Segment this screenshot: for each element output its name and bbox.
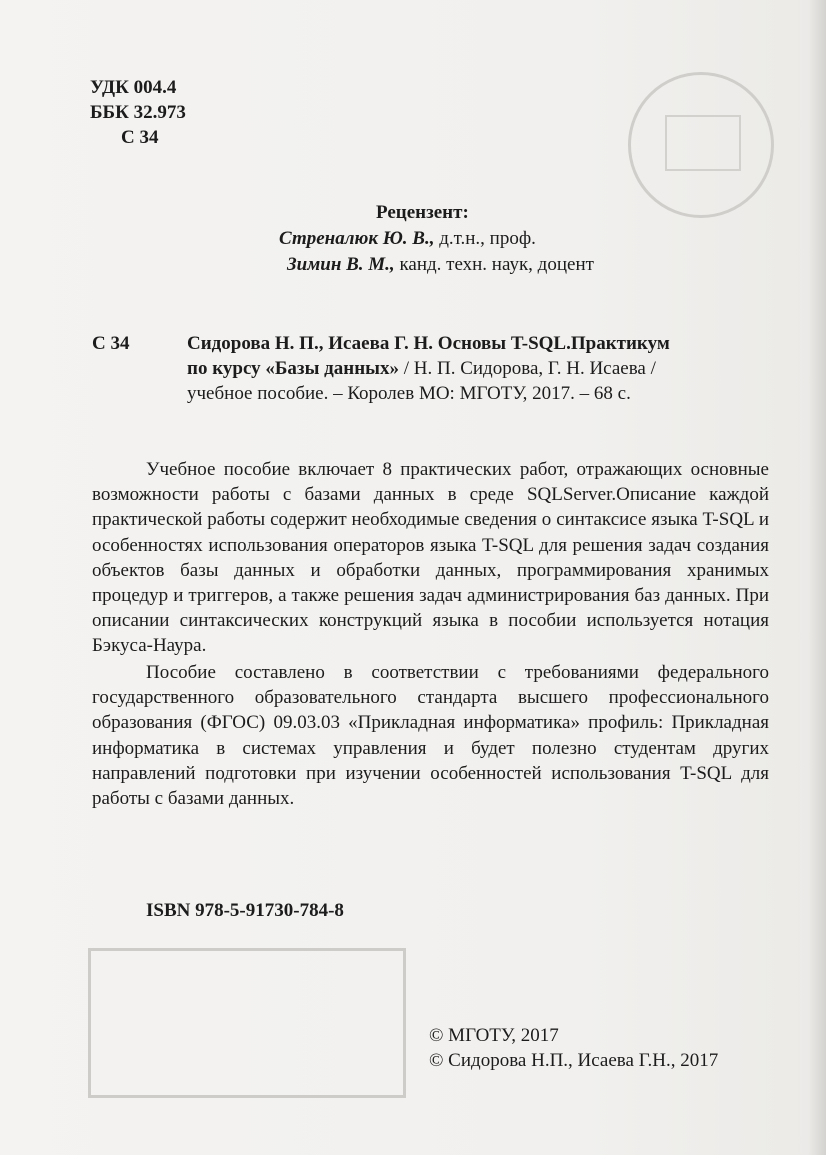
reviewer-1-name: Стреналюк Ю. В., xyxy=(279,228,435,249)
library-stamp-rect xyxy=(88,948,406,1098)
udk-code: УДК 004.4 xyxy=(90,77,177,98)
isbn: ISBN 978-5-91730-784-8 xyxy=(146,900,344,921)
bibliography-line-2 xyxy=(187,356,656,381)
page-edge-shadow xyxy=(808,0,826,1155)
bibliography-line-3: учебное пособие. – Королев МО: МГОТУ, 2017. – 68 с. xyxy=(187,383,631,404)
reviewer-1-degree: д.т.н., проф. xyxy=(434,228,536,249)
reviewer-2 xyxy=(287,252,594,277)
copyright-publisher: © МГОТУ, 2017 xyxy=(429,1025,559,1046)
reviewer-1 xyxy=(279,226,536,251)
abstract-paragraph-1: Учебное пособие включает 8 практических работ, отражающих основные возможности работы с базами данных в среде SQLServer.Описание каждой практической работы содержит необходимые сведения о синтаксисе языка T-SQL и особенностях использования операторов языка T-SQL для решения задач создания объектов базы данных и обработки данных, программирования хранимых процедур и триггеров, а также решения задач администрирования баз данных. При описании синтаксических конструкций языка в пособии используется нотация Бэкуса-Наура. xyxy=(92,459,769,657)
bibliography-course: по курсу «Базы данных» xyxy=(187,358,399,379)
bbk-code: ББК 32.973 xyxy=(90,102,186,123)
bibliography-line-1: Сидорова Н. П., Исаева Г. Н. Основы T-SQL.Практикум xyxy=(187,333,670,354)
bibliography-authors: / Н. П. Сидорова, Г. Н. Исаева / xyxy=(399,358,656,379)
reviewer-2-degree: канд. техн. наук, доцент xyxy=(394,254,594,275)
reviewer-title: Рецензент: xyxy=(376,202,469,223)
author-mark: С 34 xyxy=(121,127,159,148)
abstract-paragraph-2: Пособие составлено в соответствии с требованиями федерального государственного образовательного стандарта высшего профессионального образования (ФГОС) 09.03.03 «Прикладная информатика» профиль: Прикладная информатика в системах управления и будет полезно студентам других направлений подготовки при изучении особенностей использования T-SQL для работы с базами данных. xyxy=(92,662,769,810)
library-stamp-round xyxy=(628,72,774,218)
copyright-authors: © Сидорова Н.П., Исаева Г.Н., 2017 xyxy=(429,1050,719,1071)
bibliography-code: С 34 xyxy=(92,333,130,354)
reviewer-2-name: Зимин В. М., xyxy=(287,254,395,275)
